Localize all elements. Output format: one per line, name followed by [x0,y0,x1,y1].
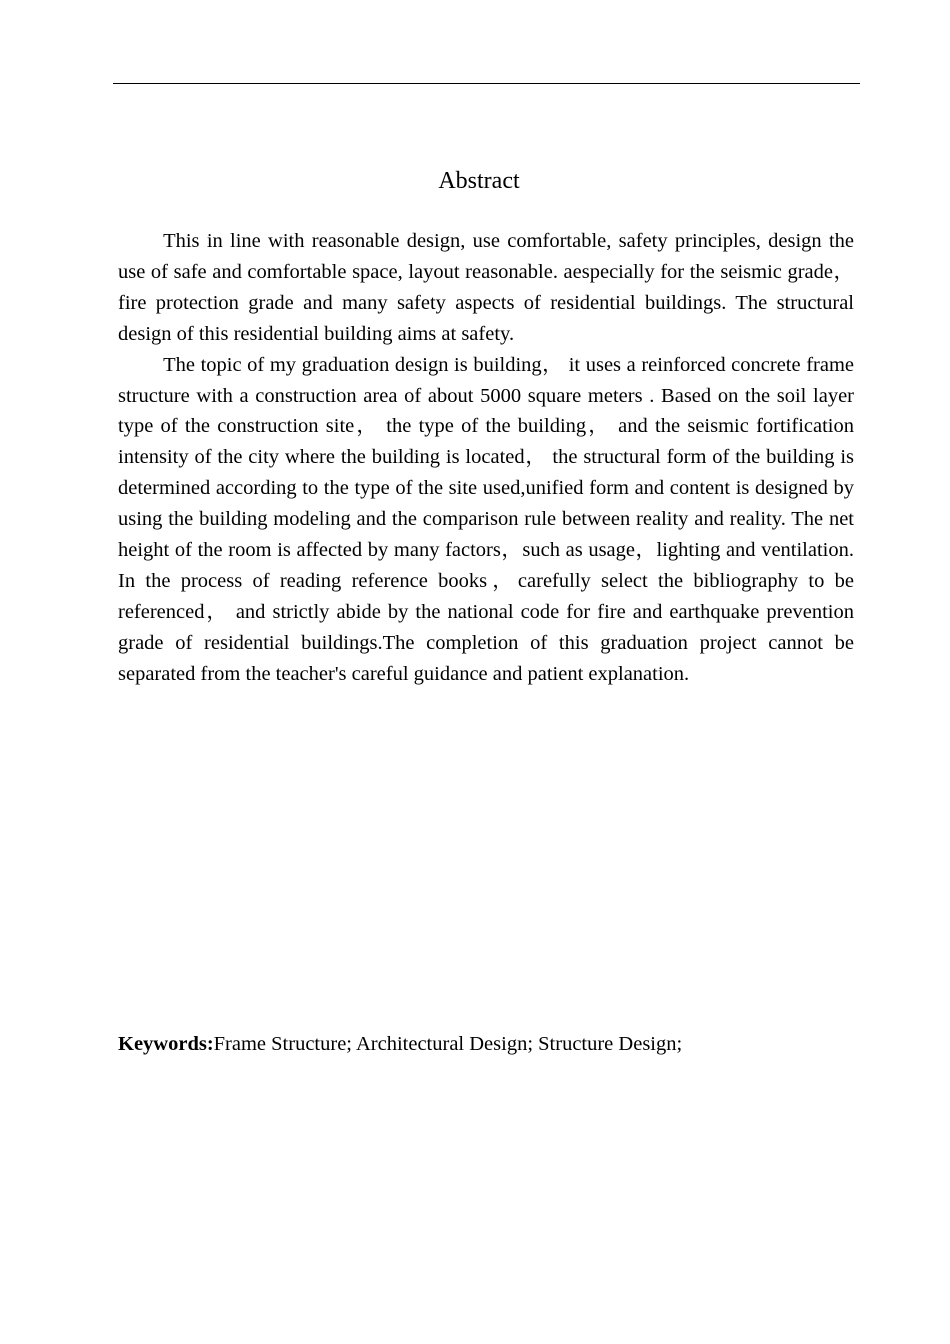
keywords-label: Keywords: [118,1033,214,1055]
keywords-value: Frame Structure; Architectural Design; Structure Design; [213,1033,683,1055]
keywords-line [118,1029,854,1059]
abstract-paragraph-1: This in line with reasonable design, use comfortable, safety principles, design the use of safe and comfortable space, layout reasonable. aespecially for the seismic grade， fire protection grade and many safety aspects of residential buildings. The structural design of this residential building aims at safety. [118,230,854,345]
abstract-title: Abstract [438,168,520,194]
header-rule [113,83,860,84]
abstract-body [118,226,854,690]
abstract-paragraph-2: The topic of my graduation design is building， it uses a reinforced concrete frame structure with a construction area of about 5000 square meters . Based on the soil layer type of the construction site， the type of the building， and the seismic fortification intensity of the city where the building is located， the structural form of the building is determined according to the type of the site used,unified form and content is designed by using the building modeling and the comparison rule between reality and reality. The net height of the room is affected by many factors，such as usage，lighting and ventilation. In the process of reading reference books，carefully select the bibliography to be referenced， and strictly abide by the national code for fire and earthquake prevention grade of residential buildings.The completion of this graduation project cannot be separated from the teacher's careful guidance and patient explanation. [118,353,854,685]
